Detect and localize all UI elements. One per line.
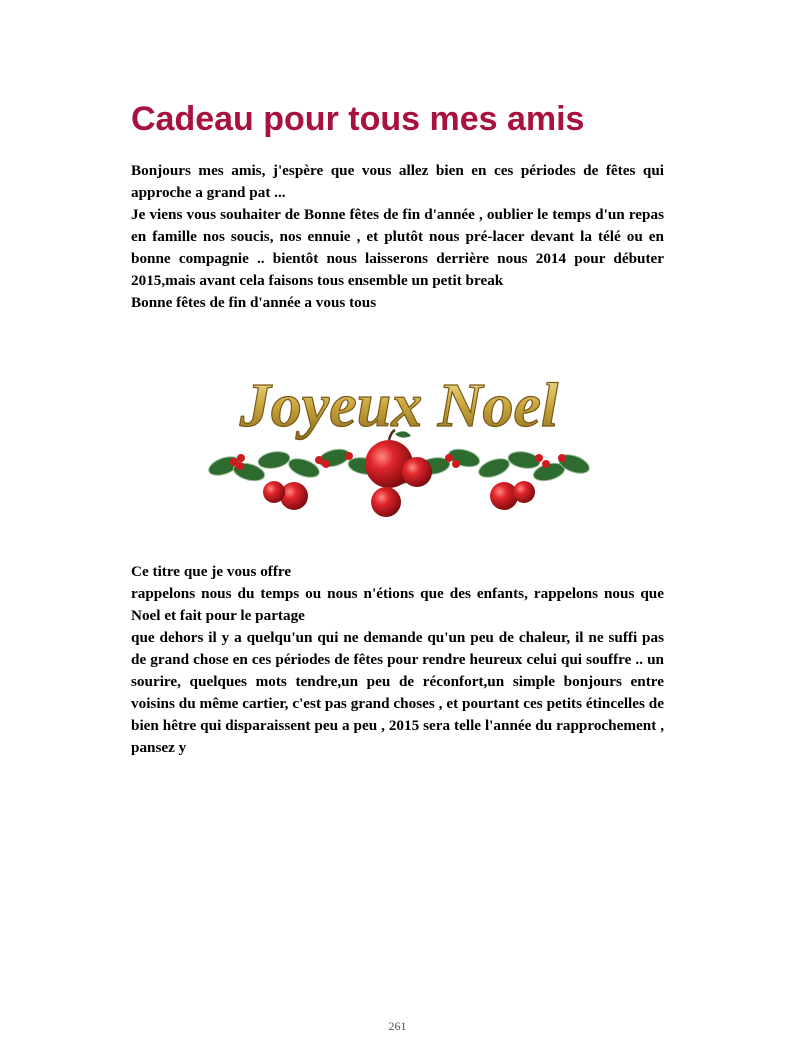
closing-paragraph-1: Ce titre que je vous offre: [131, 563, 292, 580]
intro-text: [131, 160, 664, 314]
christmas-apples-garland-icon: [204, 354, 594, 524]
intro-paragraph-3: Bonne fêtes de fin d'année a vous tous: [131, 294, 377, 311]
closing-paragraph-2: rappelons nous du temps ou nous n'étions que des enfants, rappelons nous que Noel et fait pour le partage: [131, 585, 664, 624]
page-number: 261: [388, 1019, 407, 1033]
joyeux-noel-image: [204, 354, 594, 524]
intro-paragraph-2: Je viens vous souhaiter de Bonne fêtes de fin d'année , oublier le temps d'un repas en famille nos soucis, nos ennuie , et plutôt nous pré-lacer devant la télé ou en bonne compagnie .. bientôt nous laisserons derrière nous 2014 pour débuter 2015,mais avant cela faisons tous ensemble un petit break: [131, 206, 664, 289]
closing-paragraph-3: que dehors il y a quelqu'un qui ne demande qu'un peu de chaleur, il ne suffi pas de grand chose en ces périodes de fêtes pour rendre heureux celui qui souffre .. un sourire, quelques mots tendre,un peu de réconfort,un simple bonjours entre voisins du même cartier, c'est pas grand choses , et pourtant ces petits étincelles de bien hêtre qui disparaissent peu a peu , 2015 sera telle l'année du rapprochement , pansez y: [131, 629, 664, 756]
page-title: Cadeau pour tous mes amis: [131, 100, 585, 138]
intro-paragraph-1: Bonjours mes amis, j'espère que vous allez bien en ces périodes de fêtes qui approche a grand pat ...: [131, 162, 664, 201]
closing-text: [131, 561, 664, 759]
joyeux-noel-text: Joyeux Noel: [239, 372, 559, 440]
